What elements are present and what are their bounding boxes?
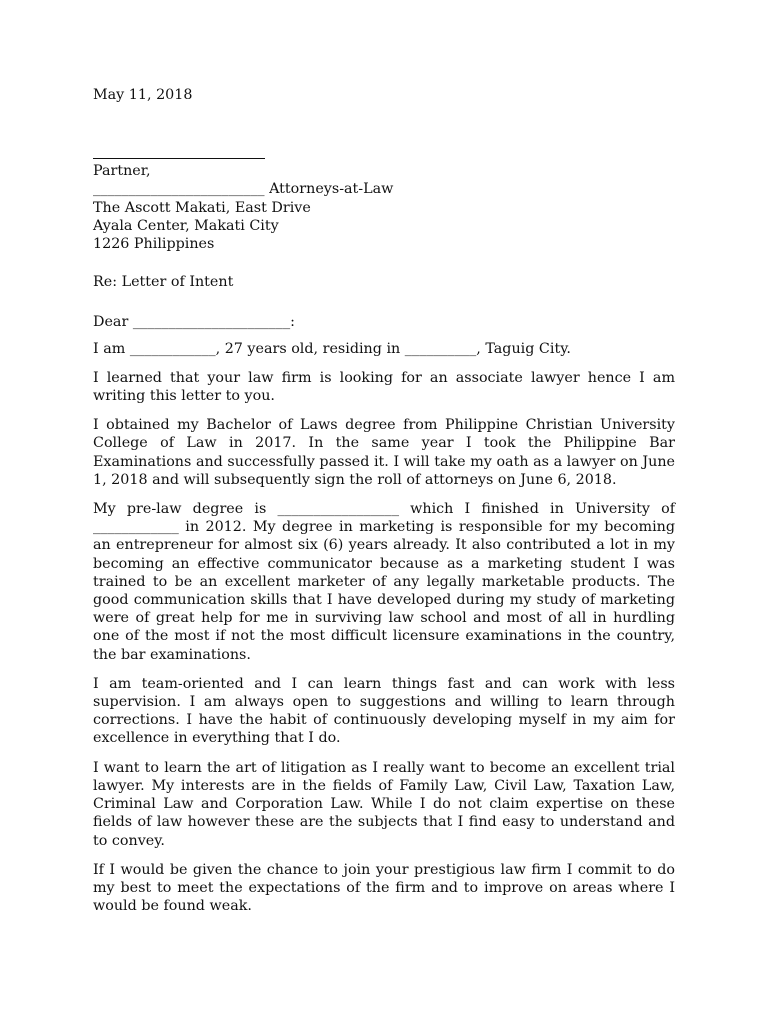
recipient-city: Ayala Center, Makati City [93,217,279,234]
recipient-country: 1226 Philippines [93,236,215,253]
letter-page [93,86,675,915]
paragraph-education: I obtained my Bachelor of Laws degree from Philippine Christian University College of Law in 2017. In the same year I took the Philippine Bar Examinations and successfully passed it. I will take my oath as a lawyer on June 1, 2018 and will subsequently sign the roll of attorneys on June 6, 2018. [93,417,675,488]
recipient-firm: ________________________ Attorneys-at-Law [93,181,394,198]
paragraph-commitment: If I would be given the chance to join your prestigious law firm I commit to do my best to meet the expectations of the firm and to improve on areas where I would be found weak. [93,861,675,915]
paragraph-prelaw: My pre-law degree is _________________ which I finished in University of ____________ in 2012. My degree in marketing is responsible for my becoming an entrepreneur for almost six (6) years already. It also contributed a lot in my becoming an effective communicator because as a marketing student I was trained to be an excellent marketer of any legally marketable products. The good communication skills that I have developed during my study of marketing were of great help for me in surviving law school and most of all in hurdling one of the most if not the most difficult licensure examinations in the country, the bar examinations. [93,501,675,663]
recipient-street: The Ascott Makati, East Drive [93,199,311,216]
letter-date: May 11, 2018 [93,87,193,103]
subject-line: Re: Letter of Intent [93,274,234,291]
recipient-title: Partner, [93,163,151,180]
paragraph-interests: I want to learn the art of litigation as I really want to become an excellent trial lawyer. My interests are in the fields of Family Law, Civil Law, Taxation Law, Criminal Law and Corporation Law. While I do not claim expertise on these fields of law however these are the subjects that I find easy to understand and to convey. [93,759,675,849]
recipient-address [93,162,675,253]
paragraph-purpose: I learned that your law firm is looking for an associate lawyer hence I am writing this letter to you. [93,369,675,405]
salutation: Dear ______________________: [93,314,295,331]
recipient-name-blank [93,158,265,159]
paragraph-skills: I am team-oriented and I can learn things fast and can work with less supervision. I am always open to suggestions and willing to learn through corrections. I have the habit of continuously developing myself in my aim for excellence in everything that I do. [93,675,675,747]
paragraph-intro: I am ____________, 27 years old, residing in __________, Taguig City. [93,340,571,357]
